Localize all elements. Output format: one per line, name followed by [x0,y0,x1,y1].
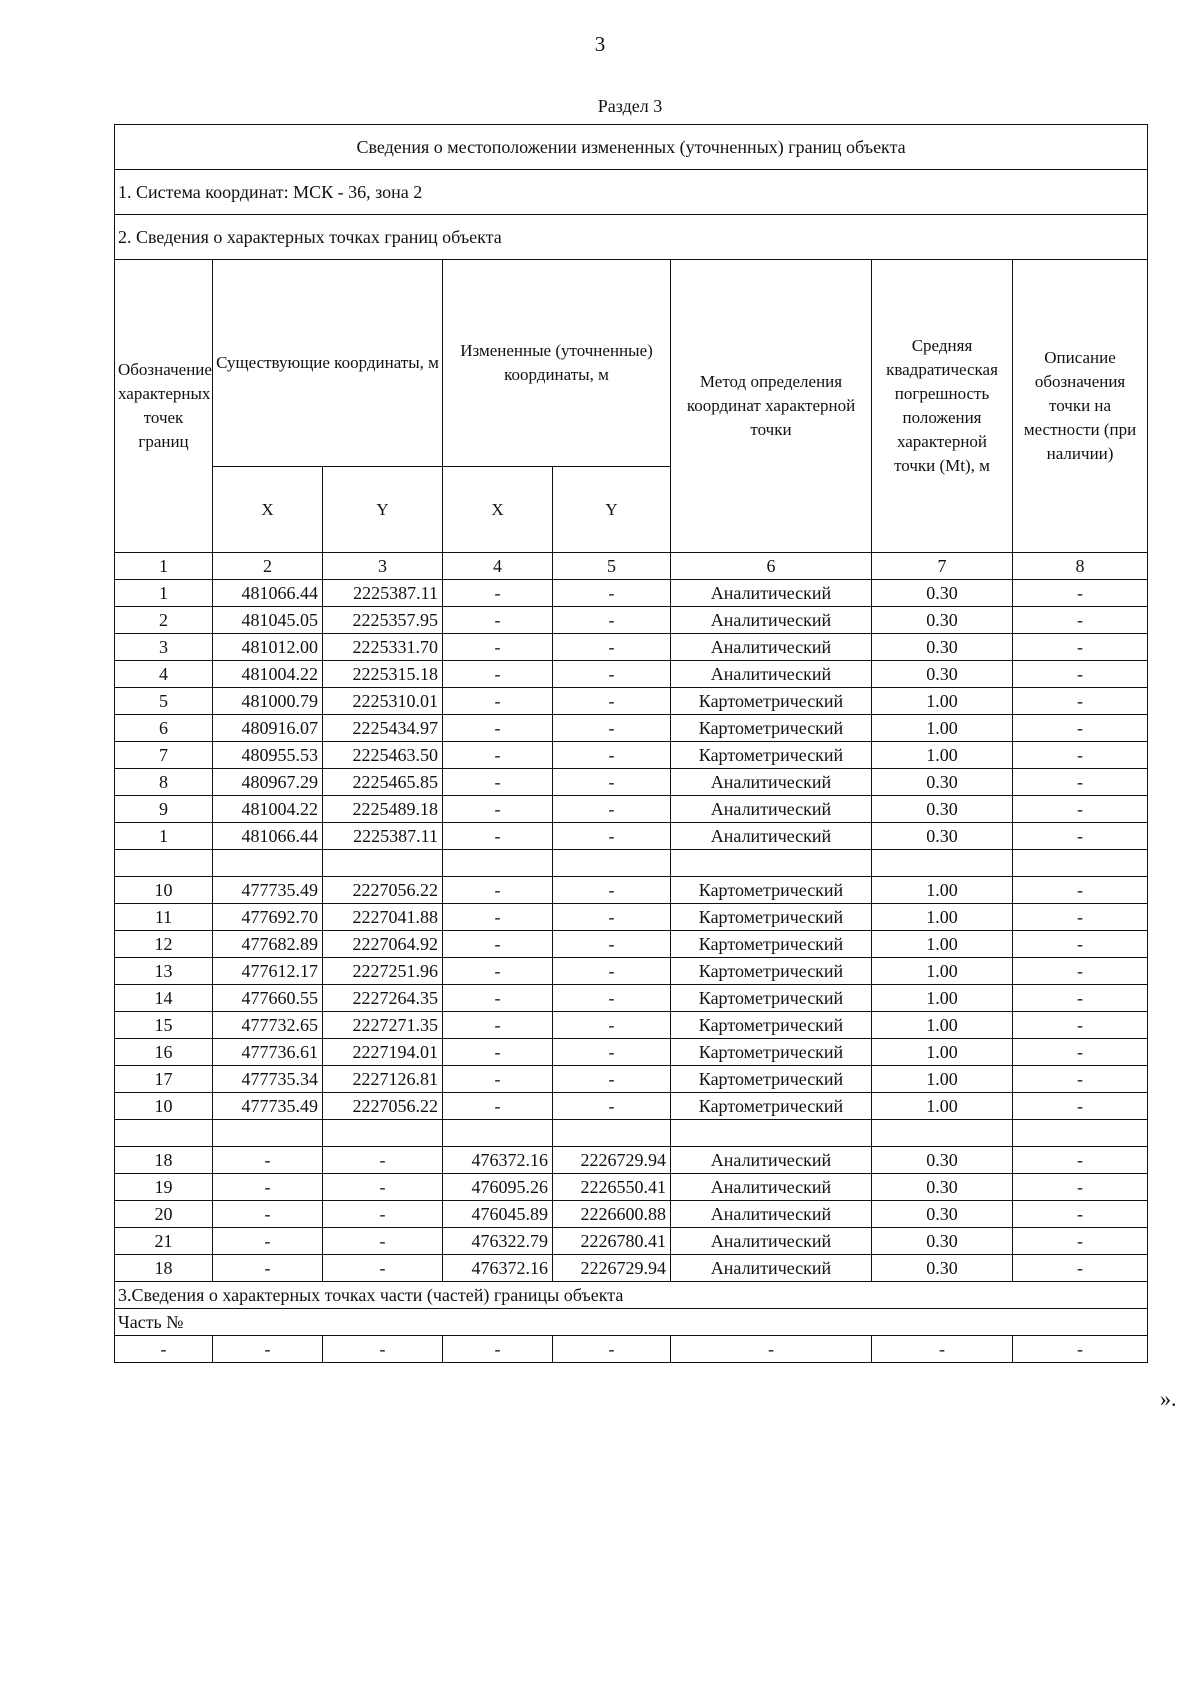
table-cell: - [1013,877,1148,904]
part-cell: - [671,1336,872,1363]
table-cell: 2227194.01 [323,1039,443,1066]
table-cell: - [1013,904,1148,931]
empty-cell [323,850,443,877]
empty-cell [213,850,323,877]
table-row [115,607,1148,634]
part-row [115,1336,1148,1363]
table-cell: - [443,904,553,931]
table-cell: - [1013,1093,1148,1120]
table-cell: - [1013,742,1148,769]
table-cell: 477682.89 [213,931,323,958]
table-cell: 1.00 [872,1066,1013,1093]
table-cell: 1.00 [872,877,1013,904]
table-cell: - [323,1201,443,1228]
table-cell: 19 [115,1174,213,1201]
empty-cell [213,1120,323,1147]
table-cell: - [553,580,671,607]
table-cell: 2225434.97 [323,715,443,742]
table-cell: - [323,1174,443,1201]
table-cell: Картометрический [671,877,872,904]
empty-cell [323,1120,443,1147]
table-cell: - [323,1147,443,1174]
table-row [115,1228,1148,1255]
table-cell: - [553,958,671,985]
table-row [115,1093,1148,1120]
header-changed-x: X [443,467,553,553]
table-cell: 7 [115,742,213,769]
table-cell: - [443,1039,553,1066]
part-cell: - [443,1336,553,1363]
table-cell: - [213,1147,323,1174]
table-cell: 0.30 [872,1201,1013,1228]
empty-cell [553,1120,671,1147]
empty-cell [872,1120,1013,1147]
table-cell: 481012.00 [213,634,323,661]
part-label: Часть № [115,1309,1148,1336]
table-cell: Аналитический [671,1147,872,1174]
empty-cell [1013,1120,1148,1147]
table-cell: Аналитический [671,634,872,661]
table-row [115,715,1148,742]
table-cell: - [1013,985,1148,1012]
table-row [115,1012,1148,1039]
table-cell: Картометрический [671,1012,872,1039]
table-row [115,823,1148,850]
table-cell: - [553,1066,671,1093]
table-cell: - [553,931,671,958]
table-cell: - [1013,1174,1148,1201]
table-cell: Картометрический [671,1093,872,1120]
table-cell: 476372.16 [443,1255,553,1282]
part-cell: - [213,1336,323,1363]
table-cell: 0.30 [872,580,1013,607]
table-cell: - [443,796,553,823]
table-cell: 477735.34 [213,1066,323,1093]
empty-cell [443,1120,553,1147]
table-row [115,742,1148,769]
table-cell: 2225387.11 [323,823,443,850]
table-cell: 2225463.50 [323,742,443,769]
table-cell: 481000.79 [213,688,323,715]
table-cell: 0.30 [872,796,1013,823]
separator-row [115,1120,1148,1147]
table-cell: - [443,661,553,688]
table-cell: 8 [115,769,213,796]
table-cell: 2225310.01 [323,688,443,715]
table-cell: 2227064.92 [323,931,443,958]
table-cell: - [1013,715,1148,742]
table-cell: Картометрический [671,958,872,985]
table-cell: Аналитический [671,1174,872,1201]
table-cell: - [553,742,671,769]
table-cell: 2 [115,607,213,634]
section-title: Раздел 3 [597,96,663,116]
table-cell: 13 [115,958,213,985]
empty-cell [553,850,671,877]
table-cell: - [1013,1012,1148,1039]
table-cell: 2227251.96 [323,958,443,985]
table-cell: Аналитический [671,1255,872,1282]
table-cell: - [553,769,671,796]
column-number: 7 [872,553,1013,580]
table-title: Сведения о местоположении измененных (уточненных) границ объекта [115,125,1148,170]
table-cell: 16 [115,1039,213,1066]
table-cell: 6 [115,715,213,742]
table-cell: 1.00 [872,1039,1013,1066]
table-cell: 477660.55 [213,985,323,1012]
header-point-designation: Обозначение характерных точек границ [115,260,213,553]
table-cell: - [443,1012,553,1039]
table-cell: - [1013,796,1148,823]
table-cell: - [1013,580,1148,607]
table-row [115,958,1148,985]
table-cell: - [553,661,671,688]
table-cell: 2227056.22 [323,1093,443,1120]
table-cell: 481066.44 [213,823,323,850]
parts-heading: 3.Сведения о характерных точках части (частей) границы объекта [115,1282,1148,1309]
table-cell: - [553,877,671,904]
column-number: 2 [213,553,323,580]
table-cell: Аналитический [671,661,872,688]
closing-quote: ». [1160,1386,1177,1411]
empty-cell [872,850,1013,877]
table-cell: 477612.17 [213,958,323,985]
table-cell: 481066.44 [213,580,323,607]
header-rms-error: Средняя квадратическая погрешность положения характерной точки (Mt), м [872,260,1013,553]
table-cell: - [553,1012,671,1039]
table-cell: - [1013,1255,1148,1282]
column-number: 5 [553,553,671,580]
column-number: 8 [1013,553,1148,580]
table-cell: 18 [115,1147,213,1174]
column-number: 1 [115,553,213,580]
table-cell: - [1013,607,1148,634]
table-cell: - [1013,958,1148,985]
table-cell: - [1013,1147,1148,1174]
table-cell: 477736.61 [213,1039,323,1066]
table-row [115,796,1148,823]
table-row [115,1147,1148,1174]
table-cell: 1.00 [872,688,1013,715]
table-cell: - [443,607,553,634]
table-cell: - [443,715,553,742]
table-cell: Аналитический [671,580,872,607]
table-cell: 1.00 [872,742,1013,769]
table-cell: 3 [115,634,213,661]
table-cell: 1.00 [872,985,1013,1012]
table-row [115,1255,1148,1282]
coord-system: 1. Система координат: МСК - 36, зона 2 [115,170,1148,215]
table-cell: - [213,1255,323,1282]
table-cell: - [553,715,671,742]
table-cell: 2226729.94 [553,1147,671,1174]
table-cell: 9 [115,796,213,823]
table-cell: 17 [115,1066,213,1093]
table-cell: 11 [115,904,213,931]
table-cell: 2227264.35 [323,985,443,1012]
table-cell: 1.00 [872,715,1013,742]
table-cell: 2226600.88 [553,1201,671,1228]
table-cell: 12 [115,931,213,958]
table-cell: 1.00 [872,931,1013,958]
separator-row [115,850,1148,877]
table-cell: 2225465.85 [323,769,443,796]
table-cell: - [213,1228,323,1255]
table-cell: - [443,1066,553,1093]
column-number: 4 [443,553,553,580]
table-cell: - [1013,1201,1148,1228]
table-cell: 1.00 [872,1012,1013,1039]
table-cell: Картометрический [671,715,872,742]
table-row [115,688,1148,715]
table-cell: 477735.49 [213,877,323,904]
table-cell: 15 [115,1012,213,1039]
table-cell: Аналитический [671,769,872,796]
table-cell: 477735.49 [213,1093,323,1120]
table-cell: - [553,634,671,661]
empty-cell [115,1120,213,1147]
table-cell: Картометрический [671,688,872,715]
table-row [115,904,1148,931]
table-cell: 1.00 [872,958,1013,985]
table-cell: 0.30 [872,661,1013,688]
page-number: 3 [594,32,606,56]
table-cell: 0.30 [872,607,1013,634]
table-cell: Аналитический [671,823,872,850]
table-cell: 1.00 [872,904,1013,931]
table-cell: 0.30 [872,1228,1013,1255]
table-cell: - [443,1093,553,1120]
table-cell: Аналитический [671,1228,872,1255]
table-cell: Картометрический [671,985,872,1012]
table-cell: 476095.26 [443,1174,553,1201]
table-cell: 481004.22 [213,796,323,823]
table-cell: 5 [115,688,213,715]
table-row [115,985,1148,1012]
table-row [115,661,1148,688]
table-cell: 2227271.35 [323,1012,443,1039]
header-changed-coords: Измененные (уточненные) координаты, м [443,260,671,467]
part-cell: - [323,1336,443,1363]
table-cell: 476372.16 [443,1147,553,1174]
table-cell: Аналитический [671,607,872,634]
points-heading: 2. Сведения о характерных точках границ объекта [115,215,1148,260]
table-cell: - [1013,661,1148,688]
table-cell: - [443,958,553,985]
table-cell: Картометрический [671,904,872,931]
table-cell: 21 [115,1228,213,1255]
column-number: 3 [323,553,443,580]
table-cell: 0.30 [872,1147,1013,1174]
table-row [115,580,1148,607]
table-cell: - [443,688,553,715]
table-cell: - [553,1093,671,1120]
table-cell: 10 [115,877,213,904]
table-cell: - [553,823,671,850]
table-cell: - [1013,634,1148,661]
table-cell: 2227126.81 [323,1066,443,1093]
table-cell: - [1013,823,1148,850]
table-cell: 476322.79 [443,1228,553,1255]
table-cell: Аналитический [671,1201,872,1228]
table-cell: - [443,742,553,769]
table-cell: 1 [115,823,213,850]
table-cell: 0.30 [872,634,1013,661]
table-cell: 14 [115,985,213,1012]
table-cell: 2226729.94 [553,1255,671,1282]
table-cell: - [1013,1039,1148,1066]
table-cell: Аналитический [671,796,872,823]
table-cell: Картометрический [671,742,872,769]
table-cell: 477692.70 [213,904,323,931]
table-row [115,1174,1148,1201]
table-cell: Картометрический [671,1039,872,1066]
table-row [115,1066,1148,1093]
table-cell: 20 [115,1201,213,1228]
header-method: Метод определения координат характерной точки [671,260,872,553]
table-row [115,1039,1148,1066]
column-number: 6 [671,553,872,580]
empty-cell [671,850,872,877]
table-cell: 2225357.95 [323,607,443,634]
table-cell: - [443,769,553,796]
empty-cell [115,850,213,877]
table-cell: - [553,607,671,634]
table-cell: - [1013,931,1148,958]
part-cell: - [872,1336,1013,1363]
table-cell: 0.30 [872,1174,1013,1201]
table-cell: 0.30 [872,1255,1013,1282]
part-cell: - [553,1336,671,1363]
table-cell: - [1013,1228,1148,1255]
table-cell: 4 [115,661,213,688]
empty-cell [443,850,553,877]
table-cell: - [553,904,671,931]
table-cell: 477732.65 [213,1012,323,1039]
table-cell: - [553,1039,671,1066]
table-cell: - [1013,688,1148,715]
table-cell: 0.30 [872,823,1013,850]
table-cell: 2227041.88 [323,904,443,931]
table-row [115,634,1148,661]
table-cell: - [443,985,553,1012]
table-cell: - [553,688,671,715]
part-cell: - [115,1336,213,1363]
table-row [115,931,1148,958]
table-cell: 480955.53 [213,742,323,769]
boundary-table [114,124,1148,1363]
table-cell: 2226780.41 [553,1228,671,1255]
table-cell: 481004.22 [213,661,323,688]
table-cell: 2227056.22 [323,877,443,904]
table-cell: - [553,796,671,823]
table-cell: 18 [115,1255,213,1282]
table-cell: Картометрический [671,931,872,958]
table-cell: Картометрический [671,1066,872,1093]
table-cell: - [443,931,553,958]
table-cell: 2225315.18 [323,661,443,688]
table-cell: - [323,1255,443,1282]
table-row [115,769,1148,796]
table-cell: - [1013,769,1148,796]
part-cell: - [1013,1336,1148,1363]
table-cell: - [443,634,553,661]
table-cell: - [443,877,553,904]
table-cell: 2225387.11 [323,580,443,607]
empty-cell [1013,850,1148,877]
table-row [115,877,1148,904]
table-cell: 1 [115,580,213,607]
header-description: Описание обозначения точки на местности (при наличии) [1013,260,1148,553]
header-changed-y: Y [553,467,671,553]
table-cell: 481045.05 [213,607,323,634]
table-cell: - [443,580,553,607]
table-cell: - [323,1228,443,1255]
table-cell: 480967.29 [213,769,323,796]
table-cell: 2225489.18 [323,796,443,823]
header-existing-y: Y [323,467,443,553]
table-cell: - [213,1174,323,1201]
table-cell: - [1013,1066,1148,1093]
table-cell: 2226550.41 [553,1174,671,1201]
table-cell: 480916.07 [213,715,323,742]
column-number-row [115,553,1148,580]
empty-cell [671,1120,872,1147]
table-cell: 10 [115,1093,213,1120]
table-cell: 1.00 [872,1093,1013,1120]
table-cell: 2225331.70 [323,634,443,661]
header-existing-x: X [213,467,323,553]
table-cell: - [553,985,671,1012]
header-existing-coords: Существующие координаты, м [213,260,443,467]
table-cell: - [213,1201,323,1228]
table-cell: 0.30 [872,769,1013,796]
table-cell: - [443,823,553,850]
table-cell: 476045.89 [443,1201,553,1228]
table-row [115,1201,1148,1228]
